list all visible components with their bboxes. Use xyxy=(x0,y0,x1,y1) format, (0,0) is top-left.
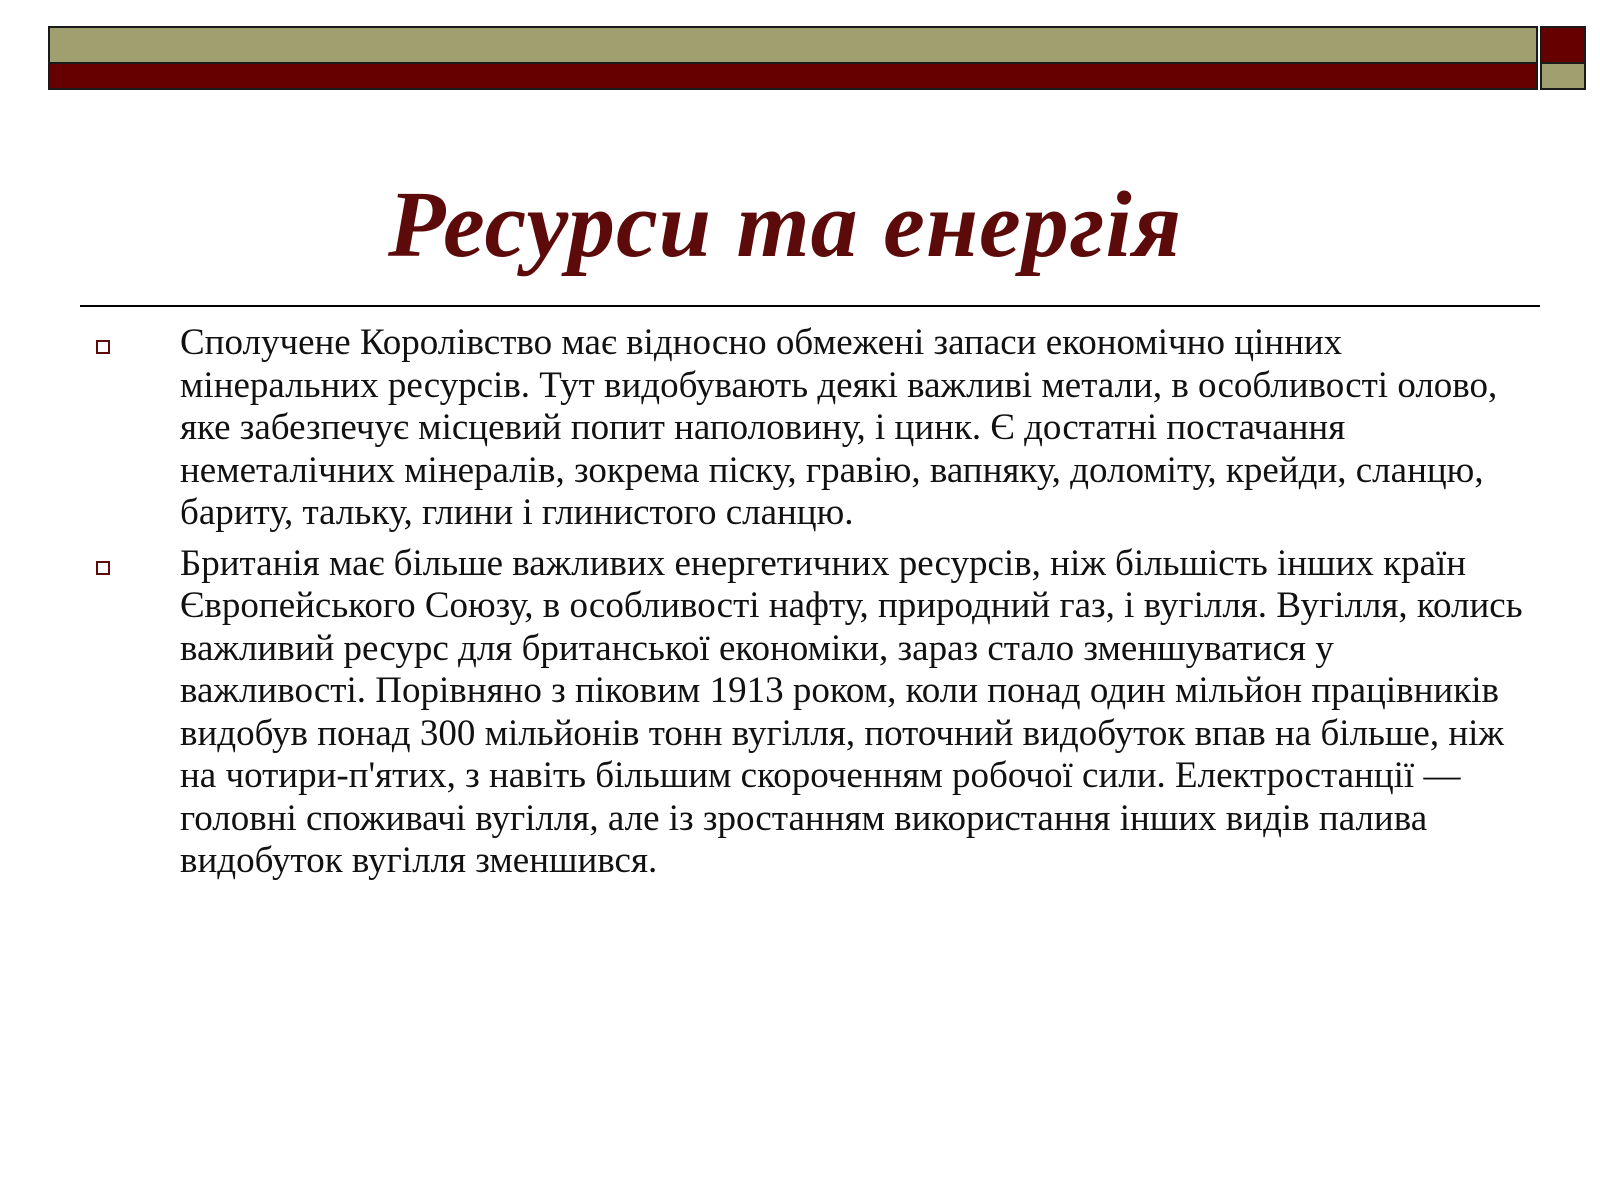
bullet-text-minerals: Сполучене Королівство має відносно обмежені запаси економічно цінних мінеральних ресурсів. Тут видобувають деякі важливі метали, в особливості олово, яке забезпечує місцевий попит наполовину, і цинк. Є достатні постачання неметалічних мінералів, зокрема піску, гравію, вапняку, доломіту, крейди, сланцю, бариту, тальку, глини і глинистого сланцю. xyxy=(180,322,1498,533)
header-corner-maroon-block xyxy=(1540,26,1586,64)
header-decoration-bar xyxy=(48,26,1586,90)
title-divider xyxy=(80,305,1540,307)
bullet-text-energy: Британія має більше важливих енергетичних ресурсів, ніж більшість інших країн Європейського Союзу, в особливості нафту, природний газ, і вугілля. Вугілля, колись важливий ресурс для британської економіки, зараз стало зменшуватися у важливості. Порівняно з піковим 1913 роком, коли понад один мільйон працівників видобув понад 300 мільйонів тонн вугілля, поточний видобуток впав на більше, ніж на чотири-п'ятих, з навіть більшим скороченням робочої сили. Електростанції — головні споживачі вугілля, але із зростанням використання інших видів палива видобуток вугілля зменшився. xyxy=(180,542,1523,881)
header-olive-stripe xyxy=(48,26,1538,64)
bullet-list xyxy=(96,322,1526,891)
header-corner-olive-block xyxy=(1540,64,1586,90)
bullet-item-minerals xyxy=(96,322,1526,535)
square-bullet-icon xyxy=(96,561,110,575)
bullet-item-energy xyxy=(96,543,1526,883)
header-maroon-stripe xyxy=(48,64,1538,90)
slide-title: Ресурси та енергія xyxy=(387,173,1183,277)
square-bullet-icon xyxy=(96,340,110,354)
